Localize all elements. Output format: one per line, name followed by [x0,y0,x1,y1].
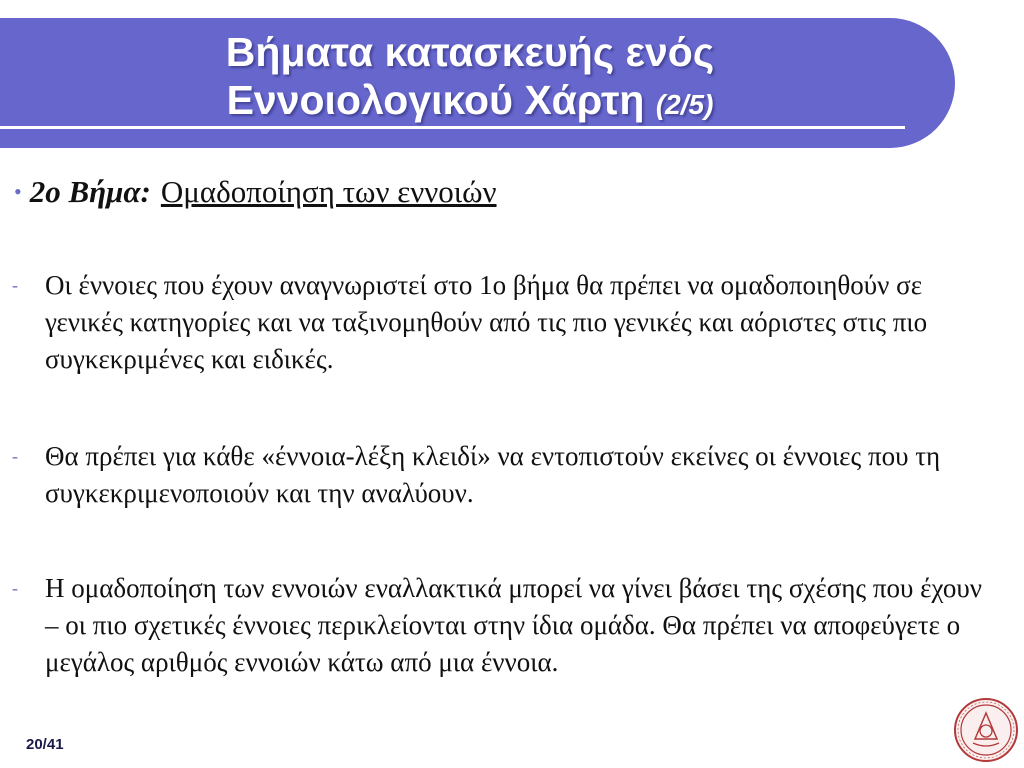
title-line-2 [0,76,940,129]
step-label: 2ο Βήμα: [29,174,151,209]
list-item-text: Οι έννοιες που έχουν αναγνωριστεί στο 1ο βήμα θα πρέπει να ομαδοποιηθούν σε γενικές κατηγορίες και να ταξινομηθούν από τις πιο γενικές και αόριστες στις πιο συγκεκριμένες και ειδικές. [45,270,928,374]
slide-title [0,28,940,129]
university-seal-icon [953,697,1019,763]
list-item-text: Η ομαδοποίηση των εννοιών εναλλακτικά μπορεί να γίνει βάσει της σχέσης που έχουν – οι πιο σχετικές έννοιες περικλείονται στην ίδια ομάδα. Θα πρέπει να αποφεύγετε ο μεγάλος αριθμός εννοιών κάτω από μια έννοια. [45,573,982,677]
list-item-text: Θα πρέπει για κάθε «έννοια-λέξη κλειδί» να εντοπιστούν εκείνες οι έννοιες που τη συγκεκριμενοποιούν και την αναλύουν. [45,441,941,508]
title-line-1: Βήματα κατασκευής ενός [225,29,715,75]
dash-marker: - [12,446,18,466]
bullet-icon: • [14,179,22,204]
step-heading [14,172,497,212]
title-line-2-text: Εννοιολογικού Χάρτη [226,77,645,123]
title-part-indicator: (2/5) [655,89,714,120]
page-number: 20/41 [26,736,64,753]
dash-marker: - [12,275,18,295]
dash-marker: - [12,578,18,598]
list-item [12,267,982,378]
step-topic: Ομαδοποίηση των εννοιών [160,174,497,209]
list-item [12,438,982,512]
list-item [12,570,982,681]
